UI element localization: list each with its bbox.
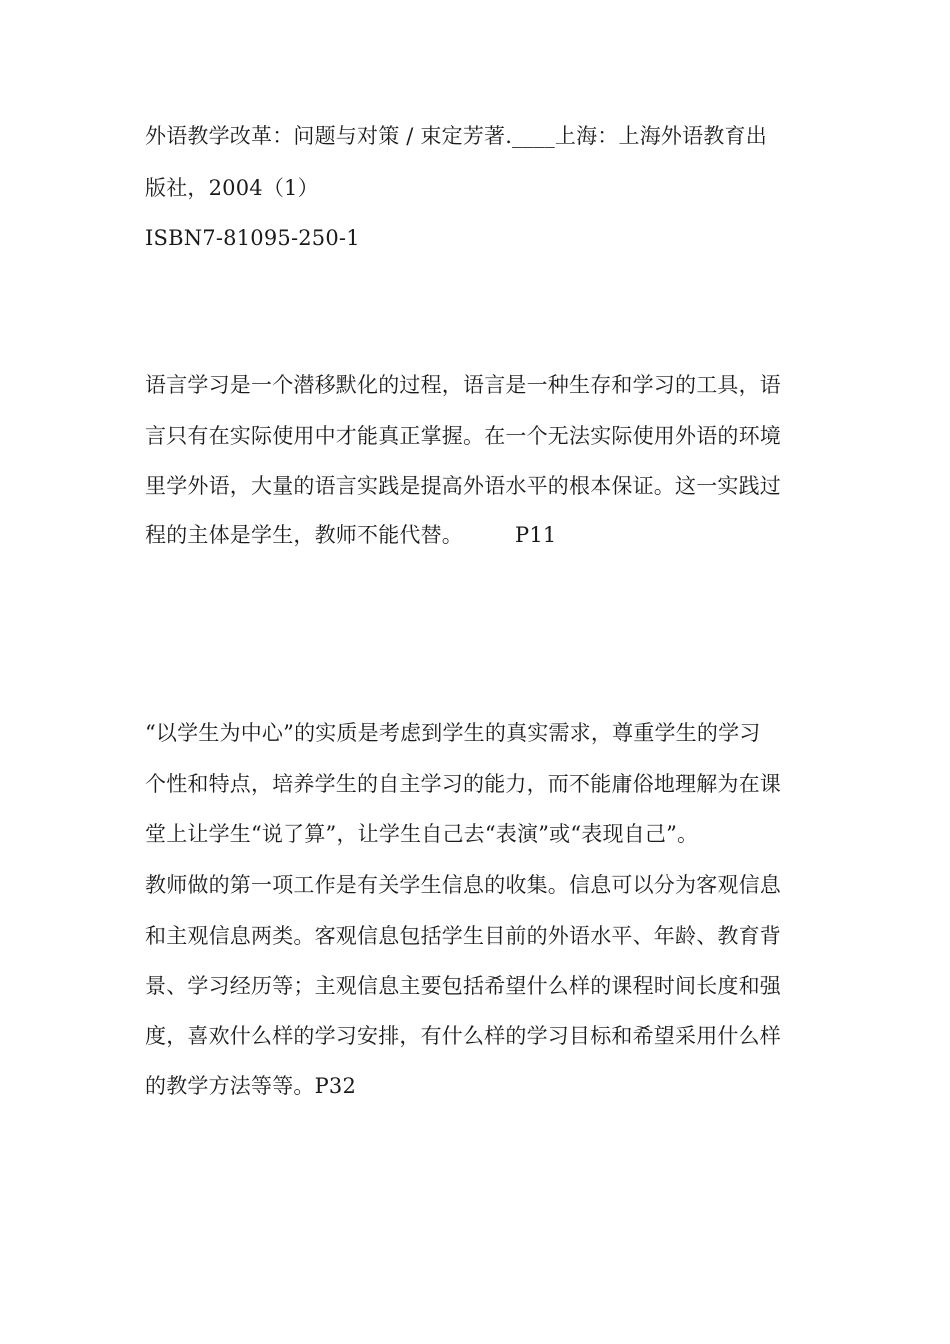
citation-line-2: 版社，2004（1） <box>145 176 319 200</box>
paragraph1-line-1: 语言学习是一个潜移默化的过程，语言是一种生存和学习的工具，语 <box>145 373 781 397</box>
paragraph3-line-1: 教师做的第一项工作是有关学生信息的收集。信息可以分为客观信息 <box>145 873 781 897</box>
page-ref-p11: P11 <box>515 523 557 547</box>
paragraph1-line-4-text: 程的主体是学生，教师不能代替。 <box>145 523 463 547</box>
paragraph1-line-3: 里学外语，大量的语言实践是提高外语水平的根本保证。这一实践过 <box>145 474 781 498</box>
citation-line-1: 外语教学改革：问题与对策 / 束定芳著.____上海：上海外语教育出 <box>145 124 767 148</box>
paragraph1-line-2: 言只有在实际使用中才能真正掌握。在一个无法实际使用外语的环境 <box>145 424 781 448</box>
paragraph3-line-2: 和主观信息两类。客观信息包括学生目前的外语水平、年龄、教育背 <box>145 924 781 948</box>
isbn-line: ISBN7-81095-250-1 <box>145 226 360 250</box>
paragraph3-line-4: 度，喜欢什么样的学习安排，有什么样的学习目标和希望采用什么样 <box>145 1024 781 1048</box>
paragraph3-line-5: 的教学方法等等。P32 <box>145 1074 357 1098</box>
paragraph2-line-2: 个性和特点，培养学生的自主学习的能力，而不能庸俗地理解为在课 <box>145 772 781 796</box>
paragraph3-line-3: 景、学习经历等；主观信息主要包括希望什么样的课程时间长度和强 <box>145 974 781 998</box>
paragraph2-line-1: “以学生为中心”的实质是考虑到学生的真实需求，尊重学生的学习 <box>145 721 761 745</box>
paragraph1-line-4 <box>145 522 556 548</box>
paragraph2-line-3: 堂上让学生“说了算”，让学生自己去“表演”或“表现自己”。 <box>145 822 699 846</box>
